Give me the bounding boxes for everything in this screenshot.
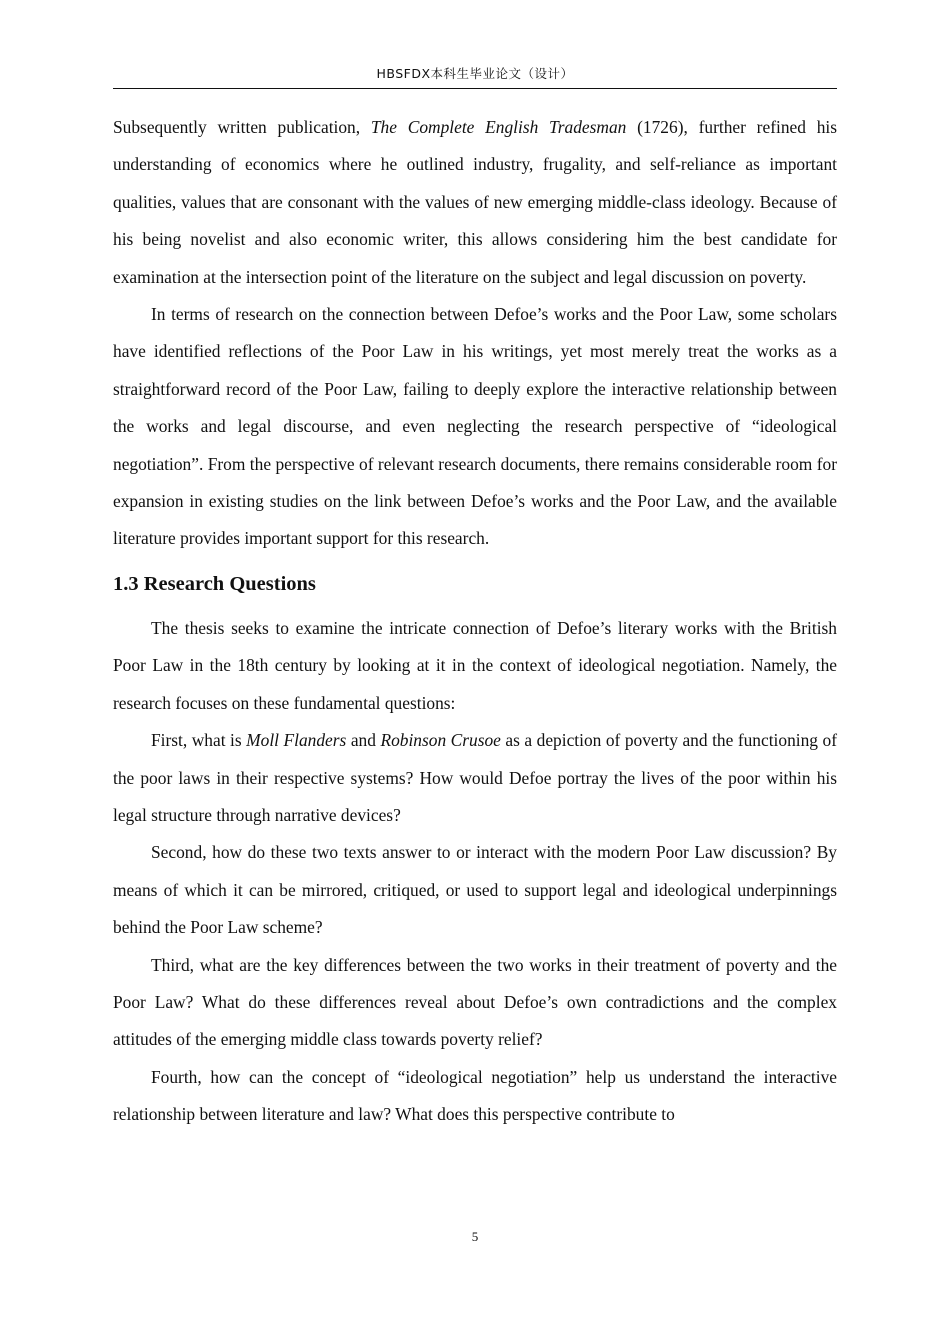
text-run: Fourth, how can the concept of “ideological negotiation” help us understand the interactive relationship between literature and law? What does this perspective contribute to bbox=[113, 1066, 837, 1125]
text-run: and bbox=[346, 730, 381, 751]
text-run: (1726), further refined his understanding of economics where he outlined industry, frugality, and self-reliance as important qualities, values that are consonant with the values of new emerging middle-class ideology. Because of his being novelist and also economic writer, this allows considering him the best candidate for examination at the intersection point of the literature on the subject and legal discussion on poverty. bbox=[113, 117, 837, 287]
paragraph bbox=[113, 947, 837, 1059]
paragraph bbox=[113, 834, 837, 946]
text-run: Second, how do these two texts answer to or interact with the modern Poor Law discussion? By means of which it can be mirrored, critiqued, or used to support legal and ideological underpinnings behind the Poor Law scheme? bbox=[113, 842, 837, 938]
intro-paragraphs bbox=[113, 109, 837, 558]
italic-title: Moll Flanders bbox=[246, 730, 347, 751]
text-run: The thesis seeks to examine the intricate connection of Defoe’s literary works with the British Poor Law in the 18th century by looking at it in the context of ideological negotiation. Namely, the research focuses on these fundamental questions: bbox=[113, 617, 837, 713]
italic-title: Robinson Crusoe bbox=[380, 730, 501, 751]
text-run: First, what is bbox=[151, 730, 247, 751]
text-run: as a depiction of poverty and the functioning of the poor laws in their respective systems? How would Defoe portray the lives of the poor within his legal structure through narrative devices? bbox=[113, 730, 837, 825]
text-run: Third, what are the key differences between the two works in their treatment of poverty and the Poor Law? What do these differences reveal about Defoe’s own contradictions and the complex attitudes of the emerging middle class towards poverty relief? bbox=[113, 954, 837, 1050]
paragraph bbox=[113, 109, 837, 296]
paragraph bbox=[113, 610, 837, 722]
header-rule bbox=[113, 88, 837, 89]
text-run: In terms of research on the connection between Defoe’s works and the Poor Law, some scholars have identified reflections of the Poor Law in his writings, yet most merely treat the works as a straightforward record of the Poor Law, failing to deeply explore the interactive relationship between the works and legal discourse, and even neglecting the research perspective of “ideological negotiation”. From the perspective of relevant research documents, there remains considerable room for expansion in existing studies on the link between Defoe’s works and the Poor Law, and the available literature provides important support for this research. bbox=[113, 304, 837, 549]
body-text bbox=[113, 109, 837, 1134]
paragraph bbox=[113, 722, 837, 834]
italic-title: The Complete English Tradesman bbox=[370, 117, 627, 137]
paragraph bbox=[113, 1059, 837, 1134]
paragraph bbox=[113, 296, 837, 558]
page-number: 5 bbox=[471, 1229, 479, 1244]
section-heading: 1.3 Research Questions bbox=[113, 572, 316, 595]
running-header: HBSFDX本科生毕业论文（设计） bbox=[376, 66, 574, 81]
section-paragraphs bbox=[113, 610, 837, 1134]
text-run: Subsequently written publication, bbox=[113, 117, 371, 137]
